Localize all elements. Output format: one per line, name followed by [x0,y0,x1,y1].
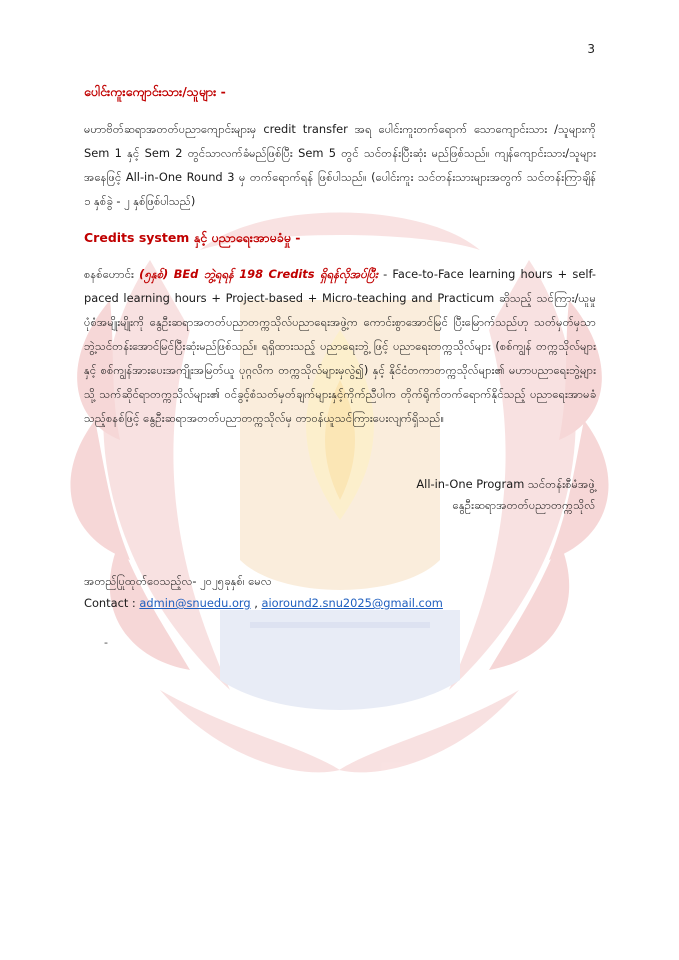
signature-university-name: နွေဦးဆရာအတတ်ပညာတက္ကသိုလ် [452,498,595,512]
signature-block [416,474,595,516]
page-number: 3 [587,42,595,56]
contact-email-admin-link[interactable]: admin@snuedu.org [139,596,251,610]
signature-team-name: All-in-One Program သင်တန်းစီမံအဖွဲ့ [416,477,595,491]
paragraph-body-text: - Face-to-Face learning hours + self-paced learning hours + Project-based + Micro-teaching and Practicum ဆိုသည့် သင်ကြား/ယူမှုပုံစံအမျိုးမျိုးကို နွေဦးဆရာအတတ်ပညာတက္ကသိုလ်ပညာရေးအဖွဲ့က ကောင်းစွာအောင်မြင် ပြီးမြောက်သည်ဟု သတ်မှတ်မှသာ ဘွဲ့သင်တန်းအောင်မြင်ပြီးဆုံးမည်ဖြစ်သည်။ ရရှိထားသည့် ပညာရေးဘွဲ့ ဖြင့် ပညာရေးတက္ကသိုလ်များ (စစ်ကျွန် တက္ကသိုလ်များနှင့် စစ်ကျွန်အားပေးအကျိုးအမြတ်ယူ ပုဂ္ဂလိက တက္ကသိုလ်များမှလွဲ၍) နှင့် နိုင်ငံတကာတက္ကသိုလ်များ၏ မဟာပညာရေးဘွဲ့များသို့ သက်ဆိုင်ရာတက္ကသိုလ်များ၏ ဝင်ခွင့်စံသတ်မှတ်ချက်များနှင့်ကိုက်ညီပါက တိုက်ရိုက်တက်ရောက်နိုင်သည့် ပညာရေးအာမခံသည့်စနစ်ဖြင့် နွေဦးဆရာအတတ်ပညာတက္ကသိုလ်မှ တာဝန်ယူသင်ကြားပေးလျက်ရှိသည်။ [84,267,596,425]
trailing-dash: - [104,636,108,649]
paragraph-intro-text: စနစ်ဟောင်း [84,267,140,281]
publication-date-line: အတည်ပြုထုတ်ဝေသည့်လ- ၂၀၂၅ခုနှစ်၊ မေလ [84,574,272,588]
contact-label: Contact : [84,596,140,610]
highlighted-credit-requirement: (၅နှစ်) BEd ဘွဲ့ရရန် 198 Credits ရှိရန်လိုအပ်ပြီး [139,267,378,281]
section-heading-credits-system: Credits system နှင့် ပညာရေးအာမခံမှု - [84,230,301,245]
section-paragraph-credits-system [84,262,596,430]
section-heading-transfer-students: ပေါင်းကူးကျောင်းသား/သူများ - [84,84,226,99]
footer-contact-block [84,570,443,614]
contact-email-aioround-link[interactable]: aioround2.snu2025@gmail.com [261,596,443,610]
email-separator: , [250,596,262,610]
section-paragraph-transfer-students: မဟာဗိတ်ဆရာအတတ်ပညာကျောင်းများမှ credit transfer အရ ပေါင်းကူးတက်ရောက် သောကျောင်းသား /သူများကို Sem 1 နှင့် Sem 2 တွင်သာလက်ခံမည်ဖြစ်ပြီး Sem 5 တွင် သင်တန်းပြီးဆုံး မည်ဖြစ်သည်။ ကျန်ကျောင်းသား/သူများအနေဖြင့် All-in-One Round 3 မှ တက်ရောက်ရန် ဖြစ်ပါသည်။ (ပေါင်းကူး သင်တန်းသားများအတွက် သင်တန်းကြာချိန် ၁ နှစ်ခွဲ - ၂ နှစ်ဖြစ်ပါသည်) [84,122,596,208]
contact-line [84,592,443,614]
